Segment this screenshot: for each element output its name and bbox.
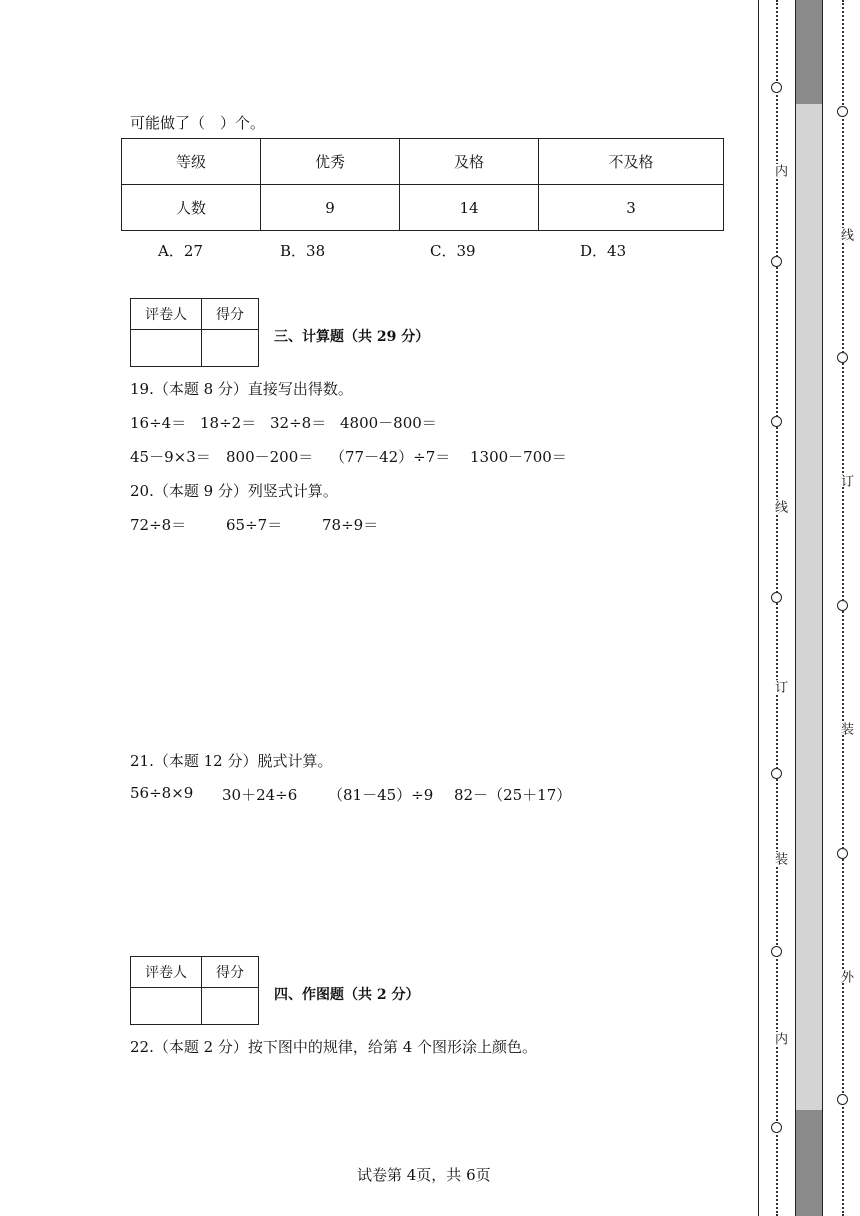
table-header-cell: 优秀: [261, 139, 400, 185]
table-cell: 3: [539, 185, 724, 231]
expression: （77－42）÷7＝: [330, 448, 451, 466]
expression: 4800－800＝: [340, 414, 437, 432]
circle-mark: [771, 416, 782, 427]
binding-label: 装: [772, 852, 787, 865]
section-title: 三、计算题（共 29 分）: [274, 329, 430, 345]
table-cell: 人数: [122, 185, 261, 231]
score-cell: [202, 988, 259, 1025]
circle-mark: [837, 352, 848, 363]
score-box: [130, 298, 259, 367]
binding-label: 订: [838, 474, 853, 487]
circle-mark: [771, 946, 782, 957]
binding-label: 内: [772, 1032, 787, 1045]
expression: 78÷9＝: [322, 516, 379, 534]
binding-label: 装: [838, 722, 853, 735]
expression: 800－200＝: [226, 448, 314, 466]
margin-border: [795, 0, 796, 1216]
table-header-cell: 及格: [400, 139, 539, 185]
margin-shade-top: [795, 0, 822, 104]
expression: 65÷7＝: [226, 516, 283, 534]
circle-mark: [771, 256, 782, 267]
option-c: C．39: [430, 242, 476, 260]
table-header-cell: 等级: [122, 139, 261, 185]
score-box: [130, 956, 259, 1025]
circle-mark: [771, 1122, 782, 1133]
expression: 16÷4＝: [130, 414, 187, 432]
margin-shade: [795, 104, 822, 1110]
margin-shade-bottom: [795, 1110, 822, 1216]
binding-label: 外: [838, 970, 853, 983]
question-title: 19.（本题 8 分）直接写出得数。: [130, 380, 353, 398]
q18-tail-text: 可能做了（ ）个。: [130, 114, 266, 132]
table-row: [122, 185, 724, 231]
margin-border: [758, 0, 759, 1216]
expression: 82－（25＋17）: [454, 786, 572, 804]
option-d: D．43: [580, 242, 627, 260]
reviewer-label: 评卷人: [131, 299, 202, 330]
expression: 56÷8×9: [130, 784, 194, 802]
circle-mark: [771, 768, 782, 779]
table-header-cell: 不及格: [539, 139, 724, 185]
score-label: 得分: [202, 299, 259, 330]
option-b: B．38: [280, 242, 326, 260]
circle-mark: [837, 106, 848, 117]
circle-mark: [771, 592, 782, 603]
circle-mark: [771, 82, 782, 93]
expression: （81－45）÷9: [328, 786, 434, 804]
option-a: A．27: [158, 242, 203, 260]
reviewer-cell: [131, 330, 202, 367]
expression: 30＋24÷6: [222, 786, 298, 804]
expression: 18÷2＝: [200, 414, 257, 432]
question-title: 20.（本题 9 分）列竖式计算。: [130, 482, 338, 500]
binding-label: 线: [838, 228, 853, 241]
circle-mark: [837, 848, 848, 859]
score-cell: [202, 330, 259, 367]
section-title: 四、作图题（共 2 分）: [274, 987, 420, 1003]
circle-mark: [837, 600, 848, 611]
table-row: [122, 139, 724, 185]
expression: 32÷8＝: [270, 414, 327, 432]
binding-label: 线: [772, 500, 787, 513]
table-cell: 9: [261, 185, 400, 231]
binding-label: 内: [772, 164, 787, 177]
margin-border: [822, 0, 823, 1216]
reviewer-cell: [131, 988, 202, 1025]
expression: 45－9×3＝: [130, 448, 211, 466]
binding-label: 订: [772, 680, 787, 693]
reviewer-label: 评卷人: [131, 957, 202, 988]
expression: 1300－700＝: [470, 448, 567, 466]
table-cell: 14: [400, 185, 539, 231]
question-title: 21.（本题 12 分）脱式计算。: [130, 752, 333, 770]
question-title: 22.（本题 2 分）按下图中的规律，给第 4 个图形涂上颜色。: [130, 1038, 538, 1056]
binding-margin: [758, 0, 860, 1216]
expression: 72÷8＝: [130, 516, 187, 534]
score-label: 得分: [202, 957, 259, 988]
circle-mark: [837, 1094, 848, 1105]
grade-table: [121, 138, 724, 231]
page-footer: 试卷第 4页，共 6页: [357, 1166, 491, 1184]
